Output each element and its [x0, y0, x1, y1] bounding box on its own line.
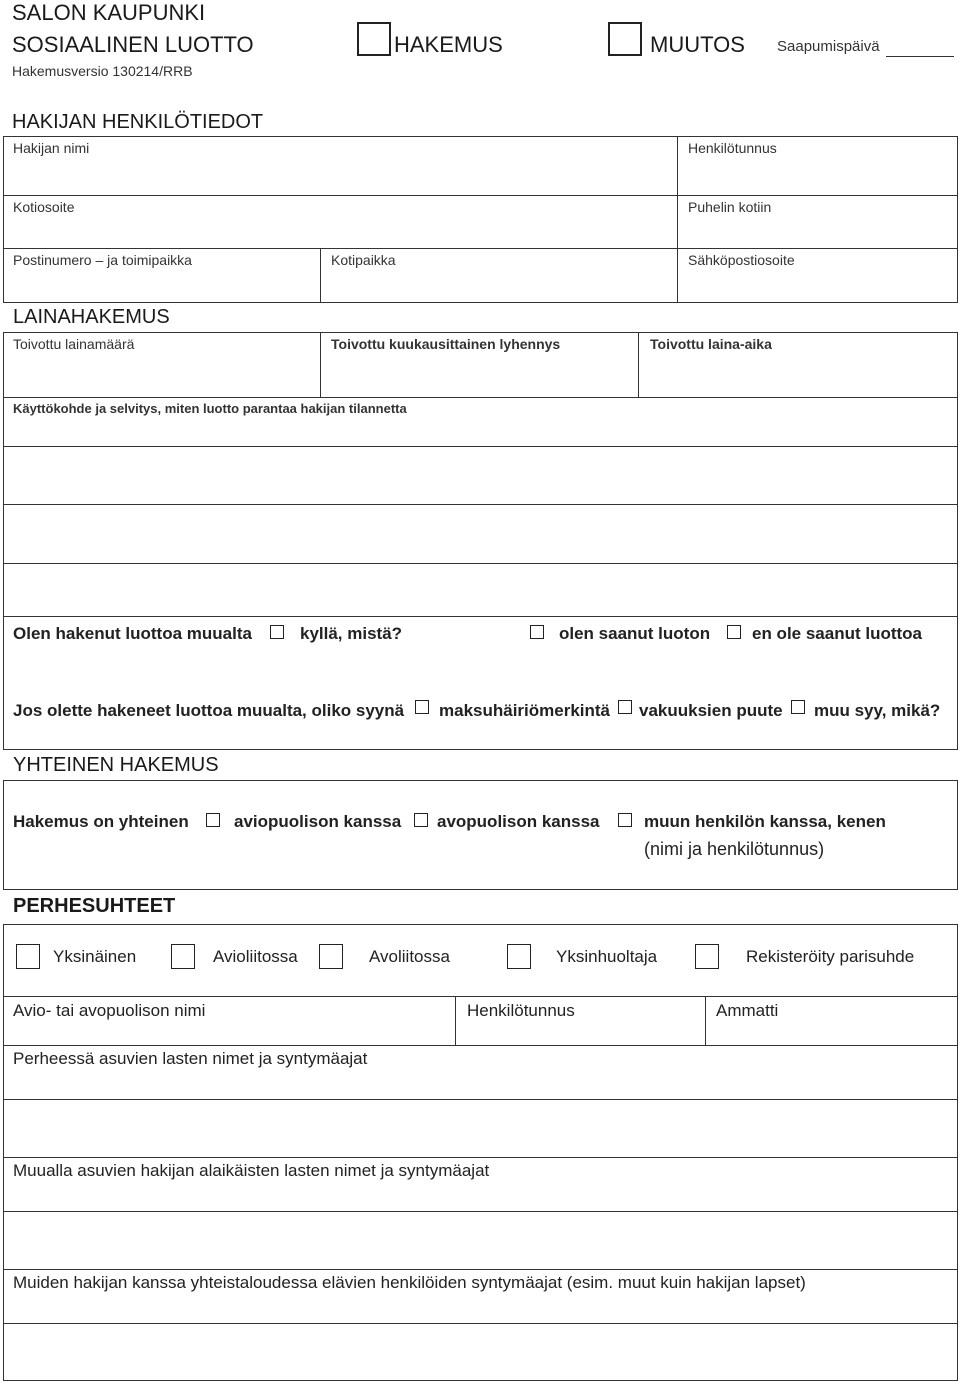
postal-code-label: Postinumero – ja toimipaikka — [13, 252, 192, 268]
other-loans-question: Olen hakenut luottoa muualta — [13, 624, 252, 643]
loan-period-label: Toivottu laina-aika — [650, 336, 772, 352]
no-collateral-label: vakuuksien puute — [639, 701, 783, 720]
applicant-name-label: Hakijan nimi — [13, 140, 90, 156]
joint-section-heading: YHTEINEN HAKEMUS — [13, 754, 219, 776]
partner-name-label: Avio- tai avopuolison nimi — [13, 1001, 206, 1020]
personal-section-heading: HAKIJAN HENKILÖTIEDOT — [12, 111, 264, 133]
payment-default-checkbox[interactable] — [415, 700, 429, 714]
loan-purpose-label: Käyttökohde ja selvitys, miten luotto parantaa hakijan tilannetta — [13, 401, 407, 416]
other-loans-yes-label: kyllä, mistä? — [300, 624, 403, 643]
single-checkbox[interactable] — [16, 944, 40, 969]
home-phone-label: Puhelin kotiin — [688, 199, 772, 215]
married-label: Avioliitossa — [213, 947, 298, 966]
joint-other-person-label: muun henkilön kanssa, kenen — [644, 812, 886, 831]
single-label: Yksinäinen — [53, 947, 137, 966]
city-name: SALON KAUPUNKI — [12, 0, 206, 25]
joint-question: Hakemus on yhteinen — [13, 812, 189, 831]
loan-received-label: olen saanut luoton — [559, 624, 711, 643]
municipality-label: Kotipaikka — [331, 252, 396, 268]
home-address-label: Kotiosoite — [13, 199, 75, 215]
children-label: Perheessä asuvien lasten nimet ja syntymäajat — [13, 1049, 368, 1068]
registered-partnership-label: Rekisteröity parisuhde — [746, 947, 915, 966]
family-section-heading: PERHESUHTEET — [13, 895, 176, 917]
joint-cohabitant-checkbox[interactable] — [414, 813, 428, 827]
monthly-installment-label: Toivottu kuukausittainen lyhennys — [331, 336, 561, 352]
hakemus-label: HAKEMUS — [394, 32, 503, 57]
loan-amount-label: Toivottu lainamäärä — [13, 336, 135, 352]
joint-cohabitant-label: avopuolison kanssa — [437, 812, 600, 831]
single-parent-label: Yksinhuoltaja — [556, 947, 658, 966]
cohabiting-checkbox[interactable] — [319, 944, 343, 969]
household-members-label: Muiden hakijan kanssa yhteistaloudessa elävien henkilöiden syntymäajat (esim. muut kuin hakijan lapset) — [13, 1273, 806, 1292]
single-parent-checkbox[interactable] — [507, 944, 531, 969]
joint-spouse-label: aviopuolison kanssa — [234, 812, 402, 831]
other-children-label: Muualla asuvien hakijan alaikäisten lasten nimet ja syntymäajat — [13, 1161, 490, 1180]
payment-default-label: maksuhäiriömerkintä — [439, 701, 611, 720]
form-version: Hakemusversio 130214/RRB — [12, 63, 193, 79]
joint-other-person-note: (nimi ja henkilötunnus) — [644, 839, 825, 859]
no-collateral-checkbox[interactable] — [618, 700, 632, 714]
registered-partnership-checkbox[interactable] — [695, 944, 719, 969]
applicant-ssn-label: Henkilötunnus — [688, 140, 777, 156]
married-checkbox[interactable] — [171, 944, 195, 969]
joint-other-person-checkbox[interactable] — [618, 813, 632, 827]
email-label: Sähköpostiosoite — [688, 252, 795, 268]
muutos-label: MUUTOS — [650, 32, 745, 57]
arrival-date-label: Saapumispäivä — [777, 38, 880, 55]
loan-received-checkbox[interactable] — [530, 625, 544, 639]
loan-not-received-checkbox[interactable] — [727, 625, 741, 639]
arrival-date-field[interactable] — [886, 56, 954, 57]
rejection-reason-question: Jos olette hakeneet luottoa muualta, oliko syynä — [13, 701, 405, 720]
partner-ssn-label: Henkilötunnus — [467, 1001, 575, 1020]
hakemus-checkbox[interactable] — [357, 22, 391, 56]
partner-occupation-label: Ammatti — [716, 1001, 779, 1020]
loan-not-received-label: en ole saanut luottoa — [752, 624, 923, 643]
muutos-checkbox[interactable] — [608, 22, 642, 56]
other-loans-yes-checkbox[interactable] — [270, 625, 284, 639]
loan-section-heading: LAINAHAKEMUS — [13, 306, 170, 328]
other-reason-checkbox[interactable] — [791, 700, 805, 714]
other-reason-label: muu syy, mikä? — [814, 701, 941, 720]
cohabiting-label: Avoliitossa — [369, 947, 450, 966]
joint-spouse-checkbox[interactable] — [206, 813, 220, 827]
form-title: SOSIAALINEN LUOTTO — [12, 32, 254, 57]
